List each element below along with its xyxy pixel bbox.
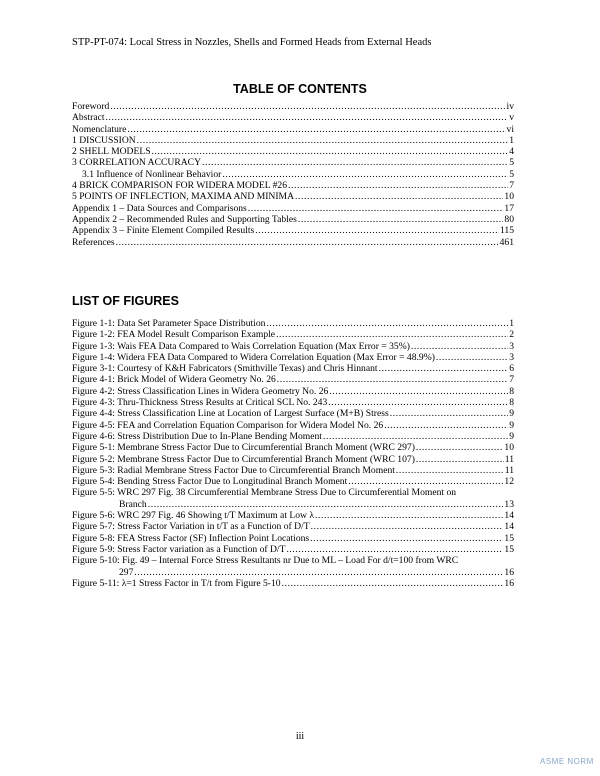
dot-leader	[288, 180, 508, 191]
lof-entry-page: 9	[509, 419, 514, 431]
lof-entry-title: Figure 4-3: Thru-Thickness Stress Results at Critical SCL No. 243	[72, 397, 328, 409]
lof-entry[interactable]	[72, 465, 514, 476]
lof-entry-line1	[72, 487, 514, 498]
toc-entry[interactable]	[72, 214, 514, 225]
lof-entry[interactable]	[72, 442, 514, 453]
dot-leader	[276, 329, 508, 340]
dot-leader	[106, 112, 509, 123]
lof-entry[interactable]	[72, 420, 514, 431]
lof-entry-text: Figure 5-5: WRC 297 Fig. 38 Circumferential Membrane Stress Due to Circumferential Moment on	[72, 487, 457, 499]
lof-entry-page: 10	[504, 442, 514, 454]
toc-entry-title: Abstract	[72, 112, 105, 124]
dot-leader	[202, 157, 508, 168]
toc-entry-title: Appendix 2 – Recommended Rules and Supporting Tables	[72, 213, 297, 225]
toc-entry-title: 1 DISCUSSION	[72, 134, 136, 146]
dot-leader	[222, 169, 508, 180]
lof-entry-page: 16	[504, 566, 514, 578]
lof-entry-title: Figure 1-4: Widera FEA Data Compared to Widera Correlation Equation (Max Error = 48.9%)	[72, 351, 435, 363]
toc-entry-title: 3.1 Influence of Nonlinear Behavior	[82, 168, 222, 180]
logo-text: ASME NORM	[540, 757, 594, 766]
toc-entry-page: 7	[509, 180, 514, 192]
toc-entry-page: 5	[509, 157, 514, 169]
lof-entry-title: Figure 5-7: Stress Factor Variation in t/T as a Function of D/T	[72, 521, 310, 533]
lof-entry[interactable]	[72, 386, 514, 397]
lof-entry-page: 13	[504, 498, 514, 510]
lof-entry-page: 2	[509, 329, 514, 341]
lof-entry[interactable]	[72, 318, 514, 329]
dot-leader	[116, 237, 499, 248]
lof-entry[interactable]	[72, 431, 514, 442]
lof-entry-page: 9	[509, 430, 514, 442]
lof-entry-title: Figure 1-3: Wais FEA Data Compared to Wais Correlation Equation (Max Error = 35%)	[72, 340, 410, 352]
toc-entry-title: 2 SHELL MODELS	[72, 146, 151, 158]
asme-logo	[540, 752, 596, 770]
lof-entry-page: 15	[504, 543, 514, 555]
dot-leader	[266, 318, 508, 329]
toc-entry[interactable]	[72, 225, 514, 236]
toc-entry[interactable]	[72, 112, 514, 123]
lof-entry-title: 297	[119, 566, 134, 578]
toc-entry[interactable]	[72, 101, 514, 112]
lof-entry[interactable]	[72, 521, 514, 532]
lof-entry-title: Figure 5-4: Bending Stress Factor Due to Longitudinal Branch Moment	[72, 476, 348, 488]
lof-entry[interactable]	[72, 499, 514, 510]
dot-leader	[148, 499, 504, 510]
toc-entry-page: vi	[506, 123, 514, 135]
dot-leader	[286, 544, 503, 555]
dot-leader	[436, 352, 508, 363]
lof-entry-line1	[72, 555, 514, 566]
toc-entry[interactable]	[72, 203, 514, 214]
dot-leader	[310, 533, 503, 544]
dot-leader	[411, 341, 508, 352]
toc-title: TABLE OF CONTENTS	[233, 82, 367, 96]
lof-entry-page: 1	[509, 318, 514, 329]
dot-leader	[384, 420, 508, 431]
lof-entry[interactable]	[72, 408, 514, 419]
lof-entry[interactable]	[72, 341, 514, 352]
dot-leader	[298, 214, 504, 225]
lof-entry-page: 7	[509, 374, 514, 386]
lof-entry-page: 8	[509, 397, 514, 409]
lof-entry[interactable]	[72, 397, 514, 408]
toc-entry-title: 4 BRICK COMPARISON FOR WIDERA MODEL #26	[72, 180, 288, 192]
lof-entry-title: Figure 5-8: FEA Stress Factor (SF) Inflection Point Locations	[72, 532, 310, 544]
lof-entry-title: Figure 5-6: WRC 297 Fig. 46 Showing t/T Maximum at Low λ	[72, 510, 315, 522]
toc-entry-page: v	[509, 112, 514, 124]
toc-entry-title: References	[72, 236, 115, 248]
dot-leader	[282, 578, 504, 589]
running-header: STP-PT-074: Local Stress in Nozzles, Shells and Formed Heads from External Heads	[72, 37, 432, 48]
toc-entry[interactable]	[72, 124, 514, 135]
lof-entry-title: Figure 3-1: Courtesy of K&H Fabricators (Smithville Texas) and Chris Hinnant	[72, 363, 378, 375]
toc-list	[72, 101, 514, 248]
lof-entry-title: Figure 5-1: Membrane Stress Factor Due to Circumferential Branch Moment (WRC 297)	[72, 442, 415, 454]
lof-entry-title: Figure 5-3: Radial Membrane Stress Factor Due to Circumferential Branch Moment	[72, 464, 395, 476]
lof-entry[interactable]	[72, 476, 514, 487]
lof-entry[interactable]	[72, 363, 514, 374]
lof-entry[interactable]	[72, 329, 514, 340]
dot-leader	[110, 101, 505, 112]
toc-entry[interactable]	[72, 157, 514, 168]
toc-entry-page: 80	[504, 213, 514, 225]
lof-list	[72, 318, 514, 589]
toc-entry-page: 17	[504, 202, 514, 214]
dot-leader	[127, 124, 505, 135]
page-number: iii	[295, 731, 305, 742]
toc-entry[interactable]	[72, 169, 514, 180]
dot-leader	[390, 408, 509, 419]
lof-entry-page: 16	[504, 577, 514, 589]
lof-entry-text: Figure 5-10: Fig. 49 – Internal Force Stress Resultants nr Due to ML – Load For d/t=100 from WRC	[72, 555, 459, 567]
lof-entry[interactable]	[72, 510, 514, 521]
toc-entry-page: 461	[499, 236, 514, 248]
toc-entry[interactable]	[72, 180, 514, 191]
toc-entry-page: 1	[509, 134, 514, 146]
lof-entry-title: Figure 5-9: Stress Factor variation as a Function of D/T	[72, 543, 286, 555]
toc-entry[interactable]	[72, 237, 514, 248]
lof-entry-page: 3	[509, 351, 514, 363]
dot-leader	[311, 521, 504, 532]
lof-entry[interactable]	[72, 567, 514, 578]
lof-entry-page: 8	[509, 385, 514, 397]
lof-entry-title: Figure 1-1: Data Set Parameter Space Distribution	[72, 318, 266, 329]
lof-entry-page: 9	[509, 408, 514, 420]
dot-leader	[323, 431, 508, 442]
lof-entry-title: Figure 4-2: Stress Classification Lines in Widera Geometry No. 26	[72, 385, 329, 397]
lof-entry-title: Figure 4-5: FEA and Correlation Equation Comparison for Widera Model No. 26	[72, 419, 384, 431]
lof-entry-title: Figure 4-6: Stress Distribution Due to In-Plane Bending Moment	[72, 430, 322, 442]
dot-leader	[255, 225, 499, 236]
toc-entry-title: Appendix 3 – Finite Element Compiled Results	[72, 225, 255, 237]
toc-entry-page: iv	[506, 101, 514, 112]
dot-leader	[152, 146, 509, 157]
lof-entry-page: 14	[504, 521, 514, 533]
dot-leader	[315, 510, 503, 521]
dot-leader	[396, 465, 504, 476]
toc-entry-title: 3 CORRELATION ACCURACY	[72, 157, 201, 169]
toc-entry-title: Foreword	[72, 101, 110, 112]
dot-leader	[328, 397, 508, 408]
dot-leader	[277, 374, 508, 385]
lof-entry[interactable]	[72, 533, 514, 544]
dot-leader	[248, 203, 504, 214]
dot-leader	[329, 386, 508, 397]
lof-entry-title: Figure 4-4: Stress Classification Line at Location of Largest Surface (M+B) Stress	[72, 408, 389, 420]
lof-entry-page: 6	[509, 363, 514, 375]
lof-entry-page: 3	[509, 340, 514, 352]
dot-leader	[134, 567, 503, 578]
toc-entry-title: 5 POINTS OF INFLECTION, MAXIMA AND MINIMA	[72, 191, 294, 203]
toc-entry-page: 5	[509, 168, 514, 180]
lof-entry-page: 11	[504, 453, 514, 465]
toc-entry-title: Appendix 1 – Data Sources and Comparisons	[72, 202, 247, 214]
lof-entry-title: Figure 4-1: Brick Model of Widera Geometry No. 26	[72, 374, 276, 386]
toc-entry-page: 4	[509, 146, 514, 158]
toc-entry-page: 115	[499, 225, 514, 237]
lof-entry[interactable]	[72, 578, 514, 589]
dot-leader	[416, 454, 504, 465]
lof-entry[interactable]	[72, 544, 514, 555]
dot-leader	[295, 191, 503, 202]
lof-title: LIST OF FIGURES	[72, 294, 179, 308]
lof-entry-page: 11	[504, 464, 514, 476]
toc-entry-page: 10	[504, 191, 514, 203]
lof-entry-page: 15	[504, 532, 514, 544]
dot-leader	[416, 442, 504, 453]
toc-entry[interactable]	[72, 146, 514, 157]
lof-entry-title: Branch	[119, 498, 147, 510]
toc-entry-title: Nomenclature	[72, 123, 127, 135]
lof-entry-title: Figure 5-2: Membrane Stress Factor Due to Circumferential Branch Moment (WRC 107)	[72, 453, 415, 465]
lof-entry[interactable]	[72, 374, 514, 385]
lof-entry[interactable]	[72, 352, 514, 363]
dot-leader	[348, 476, 503, 487]
lof-entry-title: Figure 5-11: λ=1 Stress Factor in T/t from Figure 5-10	[72, 577, 281, 589]
toc-entry[interactable]	[72, 135, 514, 146]
lof-entry-page: 12	[504, 476, 514, 488]
dot-leader	[379, 363, 509, 374]
lof-entry-page: 14	[504, 510, 514, 522]
toc-entry[interactable]	[72, 191, 514, 202]
lof-entry[interactable]	[72, 454, 514, 465]
dot-leader	[137, 135, 508, 146]
lof-entry-title: Figure 1-2: FEA Model Result Comparison Example	[72, 329, 276, 341]
